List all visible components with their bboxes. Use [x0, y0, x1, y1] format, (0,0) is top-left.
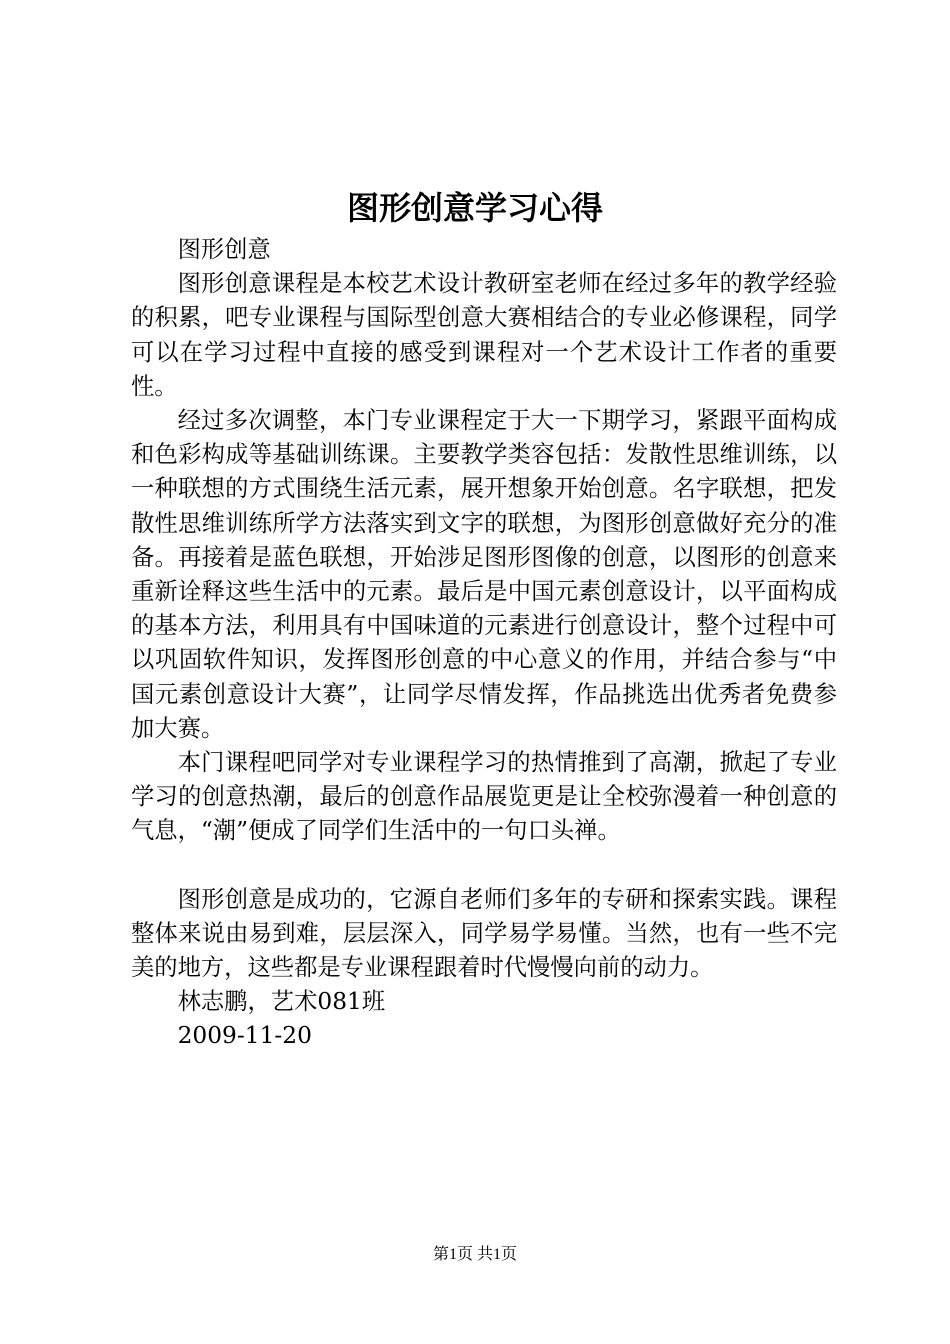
document-body	[131, 233, 837, 1054]
page-footer: 第1页 共1页	[432, 1246, 517, 1263]
paragraph: 经过多次调整，本门专业课程定于大一下期学习，紧跟平面构成和色彩构成等基础训练课。主要教学类容包括：发散性思维训练，以一种联想的方式围绕生活元素，展开想象开始创意。名字联想，把发散性思维训练所学方法落实到文字的联想，为图形创意做好充分的准备。再接着是蓝色联想，开始涉足图形图像的创意，以图形的创意来重新诠释这些生活中的元素。最后是中国元素创意设计，以平面构成的基本方法，利用具有中国味道的元素进行创意设计，整个过程中可以巩固软件知识，发挥图形创意的中心意义的作用，并结合参与“中国元素创意设计大赛”，让同学尽情发挥，作品挑选出优秀者免费参加大赛。	[131, 407, 837, 742]
signature: 林志鹏，艺术081班	[177, 988, 386, 1016]
date: 2009-11-20	[177, 1022, 312, 1050]
paragraph: 本门课程吧同学对专业课程学习的热情推到了高潮，掀起了专业学习的创意热潮，最后的创意作品展览更是让全校弥漫着一种创意的气息，“潮”便成了同学们生活中的一句口头禅。	[131, 749, 837, 845]
paragraph: 图形创意是成功的，它源自老师们多年的专研和探索实践。课程整体来说由易到难，层层深入，同学易学易懂。当然，也有一些不完美的地方，这些都是专业课程跟着时代慢慢向前的动力。	[131, 885, 837, 982]
paragraph: 图形创意课程是本校艺术设计教研室老师在经过多年的教学经验的积累，吧专业课程与国际型创意大赛相结合的专业必修课程，同学可以在学习过程中直接的感受到课程对一个艺术设计工作者的重要性。	[131, 270, 837, 400]
document-title: 图形创意学习心得	[346, 189, 603, 227]
paragraph-heading: 图形创意	[177, 236, 271, 263]
